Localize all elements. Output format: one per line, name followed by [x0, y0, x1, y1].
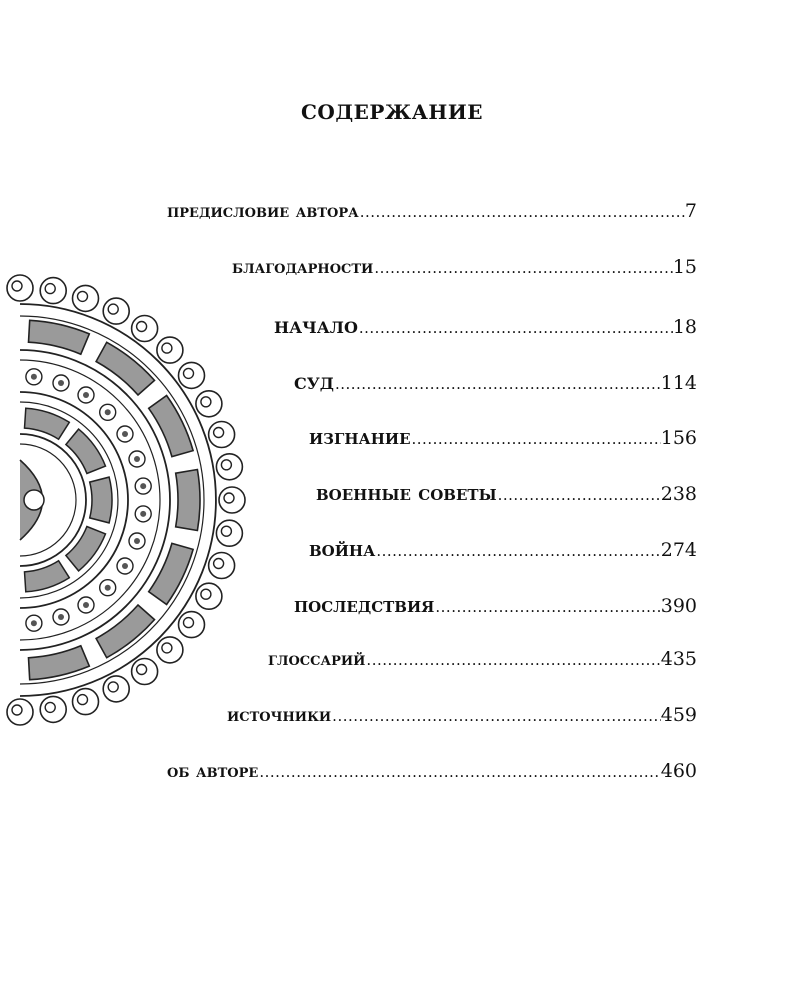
- toc-entry-page: 114: [660, 372, 697, 394]
- toc-entry[interactable]: [294, 368, 697, 398]
- toc-entry-page: 15: [672, 256, 697, 278]
- toc-entry-label: военные советы: [316, 480, 497, 505]
- toc-entry-label: благодарности: [232, 256, 374, 278]
- toc-entry-page: 459: [660, 704, 697, 726]
- toc-leader-dots: [365, 651, 660, 669]
- toc-leader-dots: [434, 598, 660, 616]
- toc-entry[interactable]: [274, 312, 697, 342]
- toc-entry[interactable]: [309, 424, 697, 454]
- toc-entry-page: 156: [660, 427, 697, 449]
- toc-entry-page: 274: [660, 539, 697, 561]
- toc-leader-dots: [497, 486, 661, 504]
- toc-entry-page: 238: [660, 483, 697, 505]
- toc-entry[interactable]: [268, 648, 697, 678]
- toc-entry-label: последствия: [294, 592, 435, 617]
- toc-entry[interactable]: [167, 760, 697, 790]
- toc-leader-dots: [359, 203, 685, 221]
- toc-leader-dots: [375, 542, 660, 560]
- toc-leader-dots: [258, 763, 660, 781]
- toc-entry[interactable]: [294, 592, 697, 622]
- toc-leader-dots: [373, 259, 672, 277]
- toc-entry[interactable]: [227, 704, 697, 734]
- toc-entry-label: суд: [294, 368, 334, 395]
- toc-entry-page: 7: [684, 200, 697, 222]
- toc-entry-page: 435: [660, 648, 697, 670]
- toc-leader-dots: [411, 430, 661, 448]
- toc-entry-page: 460: [660, 760, 697, 782]
- toc-entry-label: предисловие автора: [167, 200, 359, 222]
- toc-entry[interactable]: [309, 536, 697, 566]
- page-title: содержание: [301, 92, 483, 126]
- toc-entry[interactable]: [316, 480, 697, 510]
- toc-leader-dots: [334, 375, 661, 393]
- toc-entry-page: 18: [672, 316, 697, 338]
- toc-entry-label: глоссарий: [268, 648, 366, 670]
- toc-entry-label: об авторе: [167, 760, 259, 782]
- toc-leader-dots: [358, 319, 673, 337]
- toc-entry-label: война: [309, 536, 376, 561]
- toc-entry-label: источники: [227, 704, 332, 726]
- toc-entry[interactable]: [232, 256, 697, 286]
- toc-entry-page: 390: [660, 595, 697, 617]
- toc-entry-label: изгнание: [309, 424, 411, 449]
- toc-leader-dots: [331, 707, 661, 725]
- toc-entry-label: начало: [274, 312, 358, 339]
- toc-entry[interactable]: [167, 200, 697, 230]
